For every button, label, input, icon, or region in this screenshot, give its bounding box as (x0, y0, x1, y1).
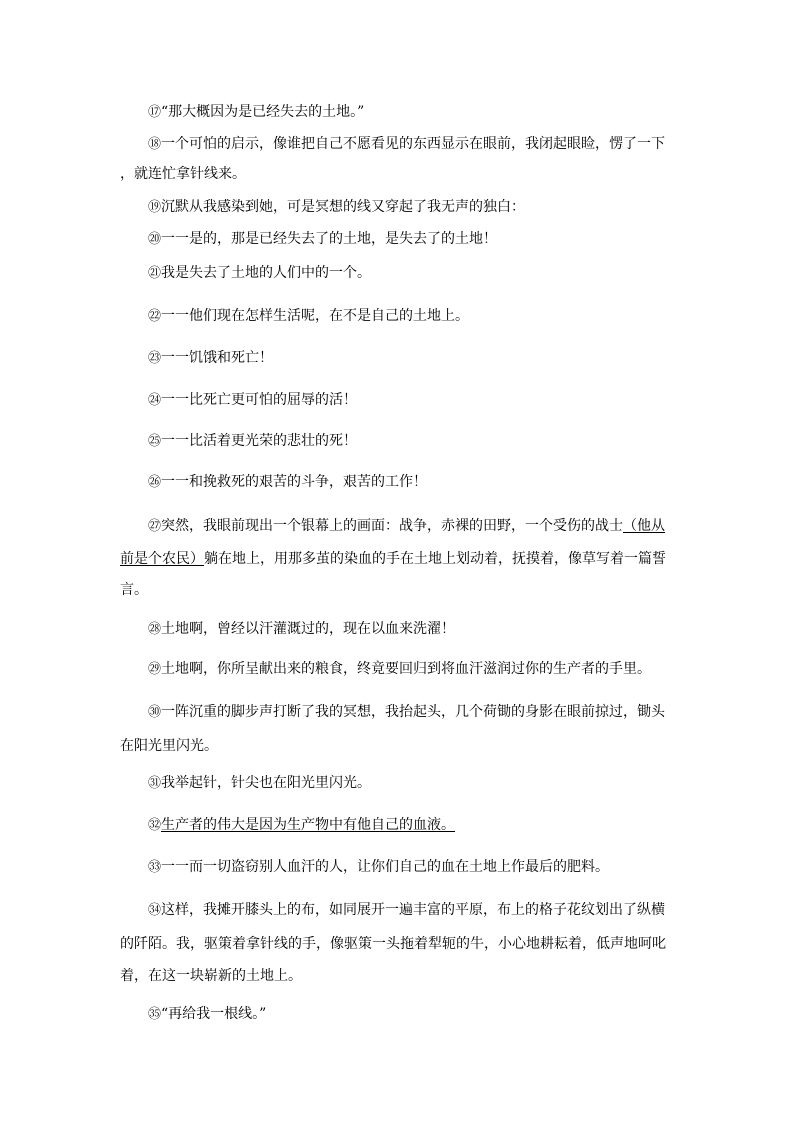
paragraph-27 (0, 516, 794, 537)
paragraph-text: 这样，我摊开膝头上的布，如同展开一遍丰富的平原，布上的格子花纹划出了纵横 (161, 902, 666, 918)
paragraph-text: 一一是的，那是已经失去了的土地，是失去了的土地！ (161, 231, 498, 247)
paragraph-32 (0, 815, 794, 836)
paragraph-number: ㉛ (148, 776, 162, 791)
paragraph-text: 在阳光里闪光。 (120, 738, 218, 754)
paragraph-number: ㉙ (148, 662, 162, 677)
paragraph-text: 一阵沉重的脚步声打断了我的冥想，我抬起头，几个荷锄的身影在眼前掠过，锄头 (161, 704, 666, 720)
paragraph-number: ㉕ (148, 434, 162, 449)
paragraph-31 (0, 773, 794, 794)
paragraph-text: 一一饥饿和死亡！ (161, 350, 274, 366)
paragraph-number: ㉟ (148, 1007, 162, 1022)
paragraph-number: ㉓ (148, 351, 162, 366)
paragraph-number: ⑳ (148, 232, 162, 247)
paragraph-18-cont (0, 164, 794, 184)
paragraph-text: 土地啊，曾经以汗灌溉过的，现在以血来洗濯！ (161, 621, 456, 637)
paragraph-text: 我举起针，针尖也在阳光里闪光。 (161, 775, 372, 791)
paragraph-34-cont2 (0, 966, 794, 986)
paragraph-text: 一一和挽救死的艰苦的斗争，艰苦的工作！ (161, 474, 428, 490)
paragraph-text: 躺在地上，用那多茧的染血的手在土地上划动着，抚摸着，像草写着一篇誓 (204, 551, 666, 567)
paragraph-22 (0, 306, 794, 327)
paragraph-33 (0, 857, 794, 878)
paragraph-number: ⑲ (148, 200, 162, 215)
paragraph-23 (0, 348, 794, 369)
underlined-phrase: 前是个农民） (120, 551, 204, 567)
paragraph-text: 一一比活着更光荣的悲壮的死！ (161, 433, 358, 449)
paragraph-number: ㉒ (148, 309, 162, 324)
paragraph-number: ㉔ (148, 393, 162, 408)
paragraph-21 (0, 263, 794, 284)
paragraph-number: ㉖ (148, 475, 162, 490)
paragraph-text: 沉默从我感染到她，可是冥想的线又穿起了我无声的独白： (161, 199, 526, 215)
paragraph-number: ㉝ (148, 860, 162, 875)
paragraph-text: 突然，我眼前现出一个银幕上的画面：战争，赤裸的田野，一个受伤的战士 (161, 518, 624, 534)
paragraph-text: “那大概因为是已经失去的土地。” (161, 104, 365, 120)
paragraph-text: 一一他们现在怎样生活呢，在不是自己的土地上。 (161, 308, 470, 324)
paragraph-text: ，就连忙拿针线来。 (120, 166, 246, 182)
paragraph-30-cont (0, 736, 794, 756)
paragraph-34 (0, 900, 794, 921)
paragraph-number: ⑱ (148, 137, 162, 152)
paragraph-17 (0, 102, 794, 123)
paragraph-number: ㉞ (148, 903, 162, 918)
paragraph-number: ㉗ (148, 519, 162, 534)
underlined-phrase: （他从 (623, 518, 666, 534)
paragraph-25 (0, 431, 794, 452)
paragraph-number: ㉜ (148, 818, 162, 833)
paragraph-text: “再给我一根线。” (161, 1006, 267, 1022)
paragraph-34-cont (0, 934, 794, 954)
paragraph-text: 一个可怕的启示，像谁把自己不愿看见的东西显示在眼前，我闭起眼睑，愣了一下 (161, 136, 666, 152)
paragraph-number: ㉘ (148, 622, 162, 637)
paragraph-20 (0, 229, 794, 250)
paragraph-text: 言。 (120, 582, 148, 598)
paragraph-27-cont (0, 549, 794, 569)
paragraph-text: 着，在这一块崭新的土地上。 (120, 968, 302, 984)
paragraph-number: ㉑ (148, 266, 162, 281)
paragraph-text: 一一而一切盗窃别人血汗的人，让你们自己的血在土地上作最后的肥料。 (161, 859, 610, 875)
paragraph-26 (0, 472, 794, 493)
paragraph-29 (0, 659, 794, 680)
paragraph-18 (0, 134, 794, 155)
paragraph-28 (0, 619, 794, 640)
paragraph-number: ⑰ (148, 105, 162, 120)
paragraph-19 (0, 197, 794, 218)
underlined-sentence: 生产者的伟大是因为生产物中有他自己的血液。 (161, 817, 456, 833)
paragraph-text: 一一比死亡更可怕的屈辱的活！ (161, 392, 358, 408)
paragraph-35 (0, 1004, 794, 1025)
paragraph-text: 的阡陌。我，驱策着拿针线的手，像驱策一头拖着犁轭的牛，小心地耕耘着，低声地呵叱 (120, 936, 666, 952)
paragraph-27-cont2 (0, 580, 794, 600)
paragraph-text: 我是失去了土地的人们中的一个。 (161, 265, 372, 281)
paragraph-text: 土地啊，你所呈献出来的粮食，终竟要回归到将血汗滋润过你的生产者的手里。 (161, 661, 652, 677)
paragraph-30 (0, 702, 794, 723)
paragraph-24 (0, 390, 794, 411)
paragraph-number: ㉚ (148, 705, 162, 720)
